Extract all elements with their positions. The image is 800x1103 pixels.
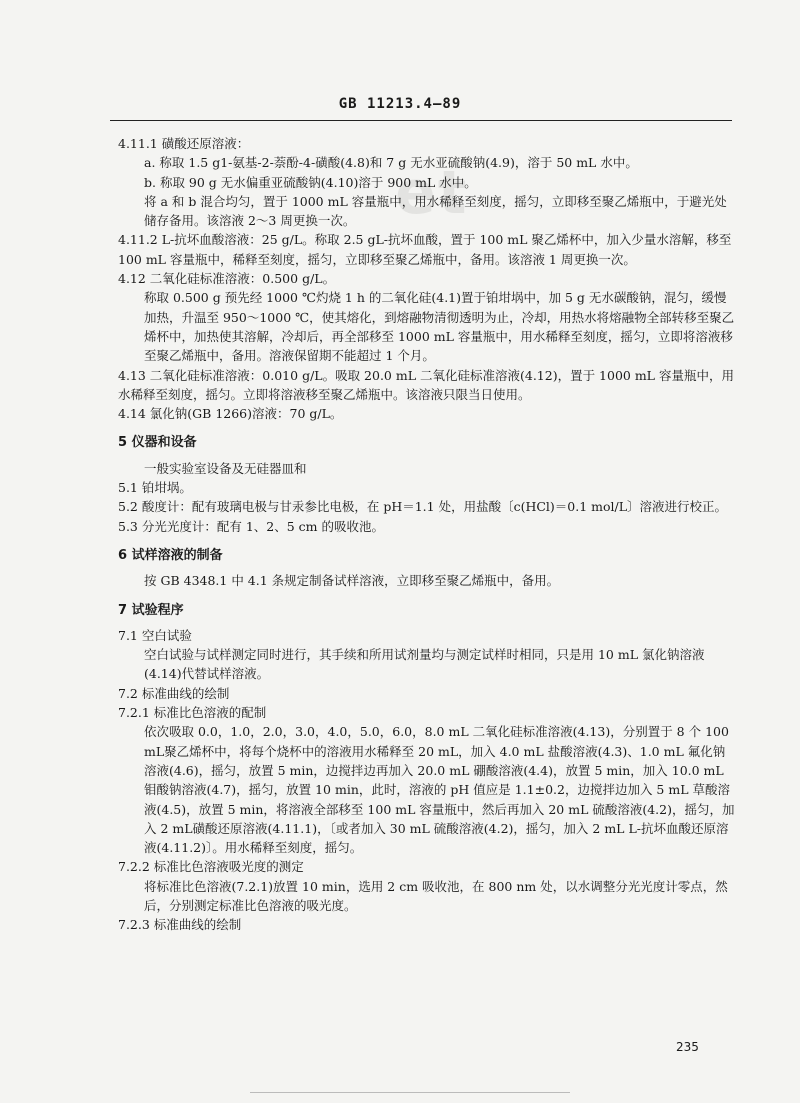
paragraph: 5.2 酸度计：配有玻璃电极与甘汞参比电极，在 pH＝1.1 处，用盐酸〔c(HCl)＝0.1 mol/L〕溶液进行校正。 [118, 499, 728, 515]
paragraph: 7.2.3 标准曲线的绘制 [118, 917, 242, 933]
paragraph: 4.11.2 L-抗坏血酸溶液：25 g/L。称取 2.5 gL-抗坏血酸，置于 100 mL 聚乙烯杯中，加入少量水溶解，移至 100 mL 容量瓶中，稀释至刻度，摇匀，立即移至聚乙烯瓶中，备用。该溶液 1 周更换一次。 [118, 232, 732, 267]
section-heading: 7 试验程序 [118, 602, 184, 618]
paragraph: 7.1 空白试验 [118, 627, 192, 643]
paragraph: b. 称取 90 g 无水偏重亚硫酸钠(4.10)溶于 900 mL 水中。 [144, 174, 477, 190]
paragraph: 一般实验室设备及无硅器皿和 [144, 460, 307, 476]
document-body [118, 134, 736, 935]
paragraph: 4.12 二氧化硅标准溶液：0.500 g/L。 [118, 271, 336, 287]
paragraph: 称取 0.500 g 预先经 1000 ℃灼烧 1 h 的二氧化硅(4.1)置于铂坩埚中，加 5 g 无水碳酸钠，混匀，缓慢加热，升温至 950～1000 ℃，使其熔化，到熔融物清彻透明为止，冷却，用热水将熔融物全部转移至聚乙烯杯中，加热使其溶解，冷却后，再全部移至 1000 mL 容量瓶中，用水稀释至刻度，摇匀，立即将溶液移至聚乙烯瓶中，备用。溶液保留期不能超过 1 个月。 [144, 290, 735, 364]
paragraph: 7.2.1 标准比色溶液的配制 [118, 705, 267, 721]
paragraph: 按 GB 4348.1 中 4.1 条规定制备试样溶液，立即移至聚乙烯瓶中，备用。 [144, 573, 560, 589]
paragraph: 7.2 标准曲线的绘制 [118, 685, 230, 701]
standard-header: GB 11213.4—89 [338, 96, 462, 112]
paragraph: 7.2.2 标准比色溶液吸光度的测定 [118, 859, 304, 875]
footer-rule [250, 1092, 570, 1093]
paragraph: 4.11.1 磺酸还原溶液： [118, 136, 250, 151]
paragraph: 将 a 和 b 混合均匀，置于 1000 mL 容量瓶中，用水稀释至刻度，摇匀，立即移至聚乙烯瓶中，于避光处储存备用。该溶液 2～3 周更换一次。 [144, 193, 727, 229]
section-heading: 6 试样溶液的制备 [118, 547, 223, 563]
paragraph: 4.13 二氧化硅标准溶液：0.010 g/L。吸取 20.0 mL 二氧化硅标准溶液(4.12)，置于 1000 mL 容量瓶中，用水稀释至刻度，摇匀。立即将溶液移至聚乙烯瓶中。该溶液只限当日使用。 [118, 367, 734, 402]
paragraph: 依次吸取 0.0，1.0，2.0，3.0，4.0，5.0，6.0，8.0 mL 二氧化硅标准溶液(4.13)，分别置于 8 个 100 mL聚乙烯杯中，将每个烧杯中的溶液用水稀释至 20 mL，加入 4.0 mL 盐酸溶液(4.3)、1.0 mL 氟化钠溶液(4.6)，摇匀，放置 5 min，边搅拌边再加入 20.0 mL 硼酸溶液(4.4)，放置 5 min，加入 10.0 mL 钼酸钠溶液(4.7)，摇匀，放置 10 min，此时，溶液的 pH 值应是 1.1±0.2，边搅拌边加入 5 mL 草酸溶液(4.5)，放置 5 min，将溶液全部移至 100 mL 容量瓶中，然后再加入 20 mL 硫酸溶液(4.2)，摇匀，加入 2 mL磺酸还原溶液(4.11.1)，〔或者加入 30 mL 硫酸溶液(4.2)，摇匀，加入 2 mL L-抗坏血酸还原溶液(4.11.2)〕。用水稀释至刻度，摇匀。 [144, 724, 735, 856]
paragraph: 4.14 氯化钠(GB 1266)溶液：70 g/L。 [118, 406, 343, 422]
header-rule [110, 120, 732, 121]
watermark-text: et [395, 158, 469, 228]
section-heading: 5 仪器和设备 [118, 435, 197, 451]
paragraph: 将标准比色溶液(7.2.1)放置 10 min，选用 2 cm 吸收池，在 800 nm 处，以水调整分光光度计零点，然后，分别测定标准比色溶液的吸光度。 [144, 878, 728, 913]
paragraph: 空白试验与试样测定同时进行，其手续和所用试剂量均与测定试样时相同，只是用 10 mL 氯化钠溶液(4.14)代替试样溶液。 [144, 647, 705, 682]
page-number: 235 [676, 1040, 699, 1054]
paragraph: 5.1 铂坩埚。 [118, 480, 192, 496]
paragraph: a. 称取 1.5 g1-氨基-2-萘酚-4-磺酸(4.8)和 7 g 无水亚硫酸钠(4.9)，溶于 50 mL 水中。 [144, 155, 638, 171]
paragraph: 5.3 分光光度计：配有 1、2、5 cm 的吸收池。 [118, 518, 384, 534]
